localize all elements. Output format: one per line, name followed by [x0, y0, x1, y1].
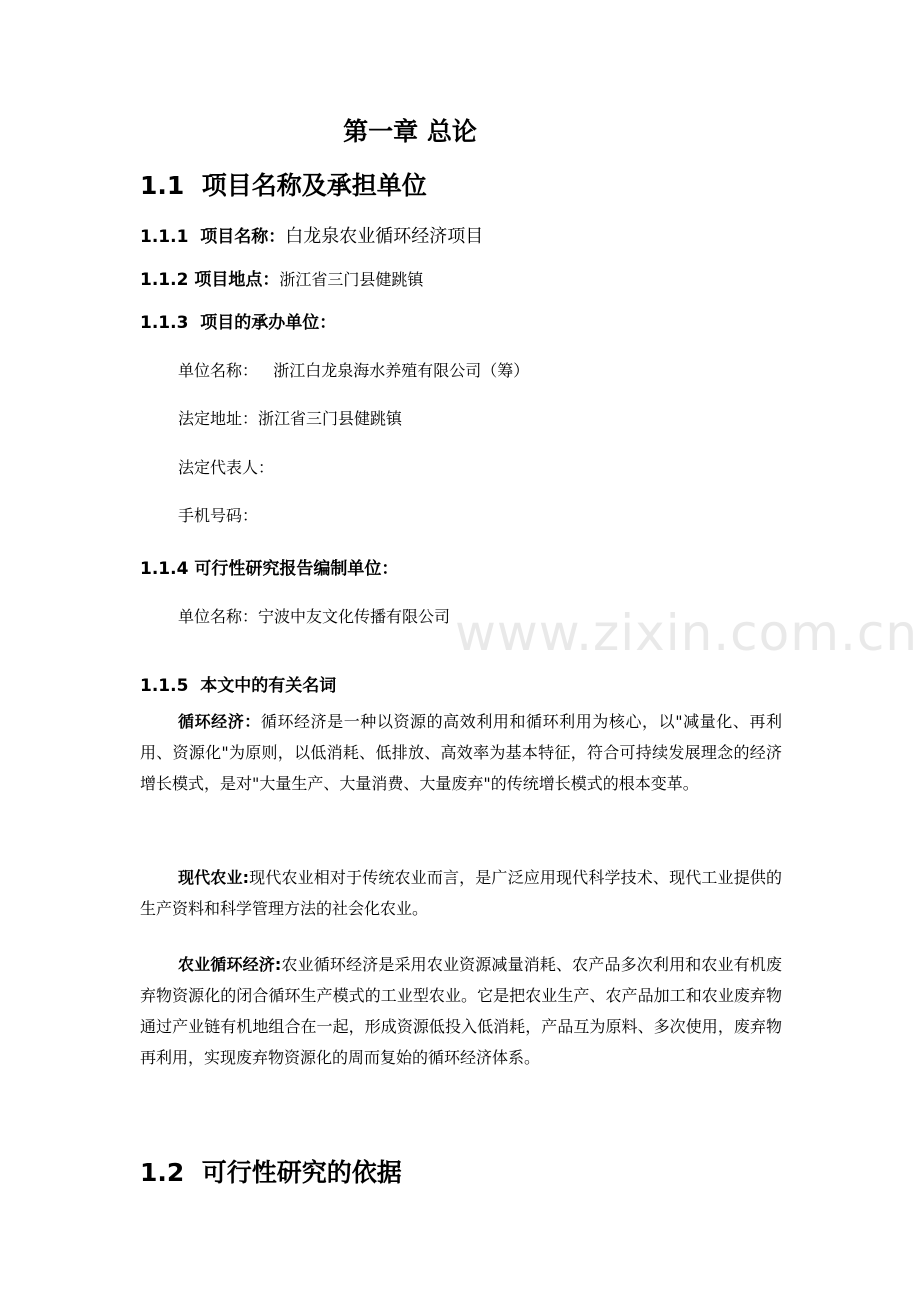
subsection-label: 可行性研究报告编制单位：	[194, 559, 399, 579]
subsection-label: 本文中的有关名词	[200, 676, 337, 696]
subsection-number: 1.1.4	[140, 559, 189, 579]
term-label: 现代农业:	[178, 868, 250, 887]
subsection-1-1-3	[140, 308, 336, 333]
section-title: 项目名称及承担单位	[201, 171, 427, 200]
undertaker-address-line	[178, 406, 402, 429]
undertaker-unit-name-line	[178, 358, 529, 381]
subsection-label: 项目地点：	[194, 270, 280, 290]
subsection-1-1-4	[140, 554, 398, 579]
term-paragraph-agricultural-circular-economy	[140, 949, 782, 1073]
field-label: 手机号码：	[178, 506, 259, 525]
term-paragraph-circular-economy	[140, 706, 782, 799]
subsection-1-1-2	[140, 265, 423, 290]
subsection-1-1-5	[140, 671, 336, 696]
section-title: 可行性研究的依据	[201, 1158, 402, 1187]
term-definition: 农业循环经济是采用农业资源减量消耗、农产品多次利用和农业有机废弃物资源化的闭合循环生产模式的工业型农业。它是把农业生产、农产品加工和农业废弃物通过产业链有机地组合在一起，形成资源低投入低消耗，产品互为原料、多次使用，废弃物再利用，实现废弃物资源化的周而复始的循环经济体系。	[140, 955, 782, 1067]
subsection-number: 1.1.3	[140, 313, 189, 333]
undertaker-unit-name: 浙江白龙泉海水养殖有限公司（筹）	[273, 361, 530, 380]
term-definition: 现代农业相对于传统农业而言，是广泛应用现代科学技术、现代工业提供的生产资料和科学管理方法的社会化农业。	[140, 868, 782, 918]
field-label: 单位名称：	[178, 607, 259, 626]
undertaker-address: 浙江省三门县健跳镇	[258, 409, 403, 428]
field-label: 法定地址：	[178, 409, 259, 428]
term-definition: 循环经济是一种以资源的高效利用和循环利用为核心，以"减量化、再利用、资源化"为原则，以低消耗、低排放、高效率为基本特征，符合可持续发展理念的经济增长模式，是对"大量生产、大量消费、大量废弃"的传统增长模式的根本变革。	[140, 712, 782, 793]
section-number: 1.1	[140, 171, 185, 200]
subsection-label: 项目名称：	[200, 227, 286, 247]
undertaker-phone-line	[178, 503, 258, 526]
chapter-title: 第一章 总论	[343, 117, 477, 146]
section-heading-1-2	[140, 1153, 402, 1189]
subsection-number: 1.1.1	[140, 227, 189, 247]
term-paragraph-modern-agriculture	[140, 862, 782, 924]
subsection-1-1-1	[140, 222, 483, 248]
subsection-number: 1.1.2	[140, 270, 189, 290]
section-number: 1.2	[140, 1158, 185, 1187]
project-name: 白龙泉农业循环经济项目	[285, 226, 484, 247]
watermark: www.zixin.com.cn	[455, 604, 919, 662]
term-label: 循环经济：	[178, 712, 261, 731]
subsection-number: 1.1.5	[140, 676, 189, 696]
compiler-unit-name: 宁波中友文化传播有限公司	[258, 607, 451, 626]
project-location: 浙江省三门县健跳镇	[279, 270, 424, 289]
subsection-label: 项目的承办单位：	[200, 313, 337, 333]
compiler-unit-name-line	[178, 604, 450, 627]
section-heading-1-1	[140, 166, 427, 202]
field-label: 法定代表人：	[178, 458, 275, 477]
undertaker-representative-line	[178, 455, 274, 478]
field-label: 单位名称：	[178, 361, 259, 380]
term-label: 农业循环经济:	[178, 955, 282, 974]
